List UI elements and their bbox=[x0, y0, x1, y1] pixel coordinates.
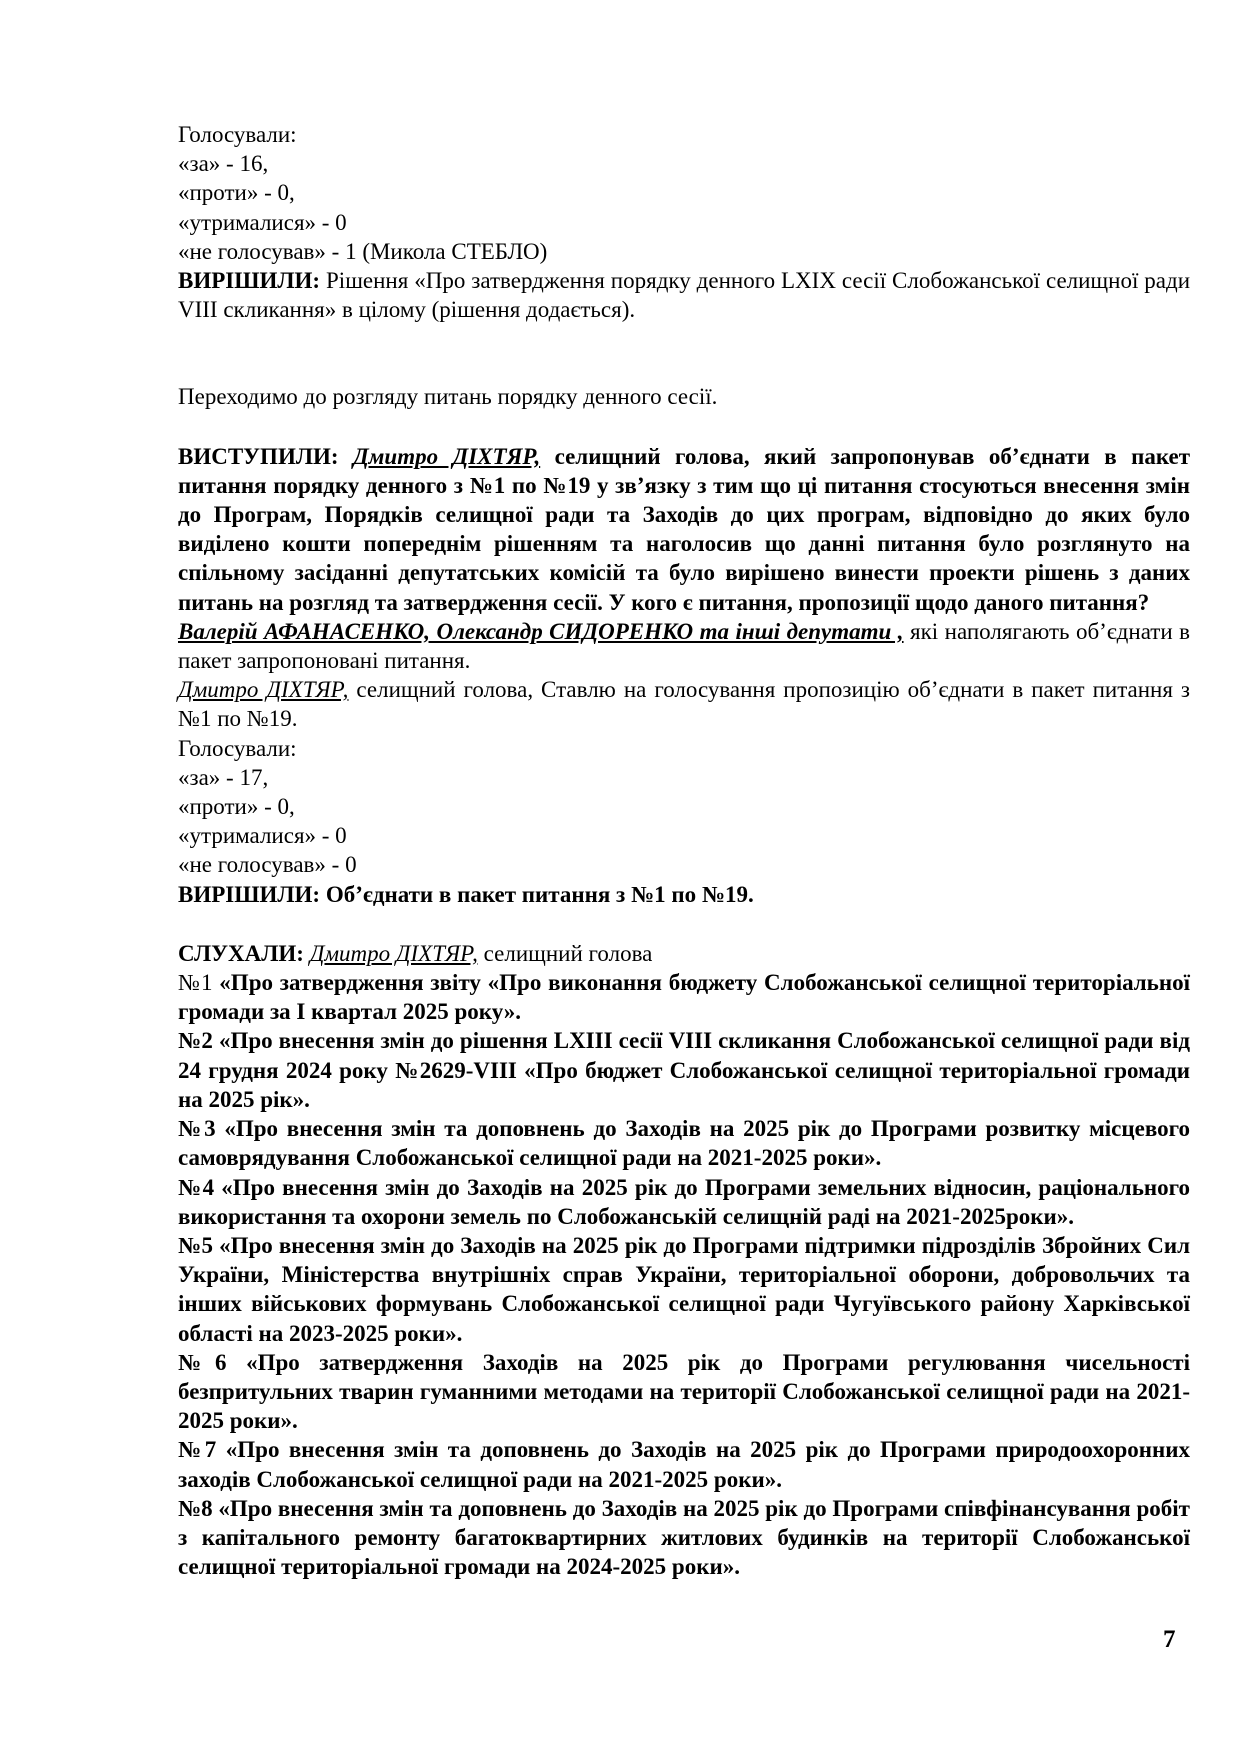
agenda-item-text: «Про внесення змін та доповнень до Заходів на 2025 рік до Програми співфінансування робіт з капітального ремонту багатоквартирних житлових будинків на території Слобожанської селищної територіальної громади на 2024-2025 роки». bbox=[178, 1495, 1190, 1580]
vote2-abstained: «утрималися» - 0 bbox=[178, 823, 347, 849]
speaker2-name: Дмитро ДІХТЯР, bbox=[178, 677, 349, 703]
speech-text: селищний голова, який запропонував об’єднати в пакет питання порядку денного з №1 по №19 у зв’язку з тим що ці питання стосуються внесення змін до Програм, Порядків селищної ради та Заходів до цих програм, відповідно до яких було виділено кошти попереднім рішенням та наголосив що данні питання було розглянуто на спільному засіданні депутатських комісій та було вирішено винести проекти рішень з даних питань на розгляд та затвердження сесії. У кого є питання, пропозиції щодо даного питання? bbox=[178, 443, 1191, 615]
agenda-item-number: №2 bbox=[178, 1028, 213, 1054]
agenda-item-text: «Про внесення змін до рішення LXIII сесії VIII скликання Слобожанської селищної ради від 24 грудня 2024 року №2629-VIII «Про бюджет Слобожанської селищної територіальної громади на 2025 рік». bbox=[178, 1028, 1190, 1112]
transition-text: Переходимо до розгляду питань порядку денного сесії. bbox=[178, 384, 718, 410]
vote2-decided-label: ВИРІШИЛИ: bbox=[178, 881, 321, 907]
agenda-item-text: «Про внесення змін та доповнень до Заходів на 2025 рік до Програми природоохоронних заходів Слобожанської селищної ради на 2021-2025 роки». bbox=[178, 1437, 1190, 1492]
agenda-item-number: №4 bbox=[178, 1174, 215, 1200]
agenda-item-text: «Про затвердження звіту «Про виконання бюджету Слобожанської селищної територіальної громади за I квартал 2025 року». bbox=[178, 970, 1190, 1025]
deputies-names: Валерій АФАНАСЕНКО, Олександр СИДОРЕНКО та інші депутати , bbox=[178, 618, 904, 644]
vote1-decision bbox=[178, 266, 1190, 324]
vote2-for: «за» - 17, bbox=[178, 764, 269, 790]
vote2-heading: Голосували: bbox=[178, 735, 297, 761]
agenda-item-number: №8 bbox=[178, 1495, 213, 1521]
agenda-item-number: №6 bbox=[178, 1349, 227, 1375]
deputies-text: які наполягають об’єднати в пакет запропоновані питання. bbox=[178, 618, 1191, 674]
vote1-against: «проти» - 0, bbox=[178, 180, 295, 206]
speaker2-paragraph bbox=[178, 675, 1190, 733]
agenda-item-number: №5 bbox=[178, 1232, 213, 1258]
heard-label: СЛУХАЛИ: bbox=[178, 940, 304, 966]
vote1-not-voted: «не голосував» - 1 (Микола СТЕБЛО) bbox=[178, 238, 548, 264]
speech-paragraph bbox=[178, 442, 1190, 617]
vote1-decided-label: ВИРІШИЛИ: bbox=[178, 268, 321, 294]
vote1-heading: Голосували: bbox=[178, 122, 297, 147]
vote2-decision bbox=[178, 880, 1190, 909]
agenda-item bbox=[178, 1435, 1190, 1493]
speech-label: ВИСТУПИЛИ: bbox=[178, 443, 339, 469]
vote2-decided-text: Об’єднати в пакет питання з №1 по №19. bbox=[320, 881, 754, 907]
deputies-paragraph bbox=[178, 617, 1190, 675]
agenda-item bbox=[178, 968, 1190, 1026]
agenda-item bbox=[178, 1173, 1190, 1231]
speaker2-text: селищний голова, Ставлю на голосування пропозицію об’єднати в пакет питання з №1 по №19. bbox=[178, 677, 1190, 732]
agenda-item-number: №7 bbox=[178, 1437, 217, 1463]
vote1-abstained: «утрималися» - 0 bbox=[178, 209, 347, 235]
agenda-item bbox=[178, 1114, 1190, 1172]
heard-speaker: Дмитро ДІХТЯР, bbox=[309, 940, 478, 966]
agenda-item-number: №3 bbox=[178, 1116, 216, 1142]
agenda-item bbox=[178, 1348, 1190, 1436]
vote1-decided-text: Рішення «Про затвердження порядку денного LXIX сесії Слобожанської селищної ради VІІІ скликання» в цілому (рішення додається). bbox=[178, 268, 1190, 323]
agenda-item-text: «Про затвердження Заходів на 2025 рік до Програми регулювання чисельності безпритульних тварин гуманними методами на території Слобожанської селищної ради на 2021-2025 роки». bbox=[178, 1349, 1190, 1434]
vote1-for: «за» - 16, bbox=[178, 151, 269, 177]
vote2-against: «проти» - 0, bbox=[178, 794, 295, 820]
agenda-item-text: «Про внесення змін до Заходів на 2025 рік до Програми підтримки підрозділів Збройних Сил України, Міністерства внутрішніх справ України, територіальної оборони, добровольчих та інших військових формувань Слобожанської селищної ради Чугуївського району Харківської області на 2023-2025 роки». bbox=[178, 1232, 1190, 1346]
agenda-item bbox=[178, 1026, 1190, 1114]
page-number: 7 bbox=[1163, 1626, 1176, 1653]
vote2-not-voted: «не голосував» - 0 bbox=[178, 852, 357, 878]
agenda-item bbox=[178, 1494, 1190, 1582]
agenda-item-number: №1 bbox=[178, 970, 213, 996]
agenda-item-text: «Про внесення змін до Заходів на 2025 рік до Програми земельних відносин, раціонального використання та охорони земель по Слобожанській селищній раді на 2021-2025роки». bbox=[178, 1174, 1190, 1229]
heard-paragraph bbox=[178, 939, 1190, 968]
speech-speaker: Дмитро ДІХТЯР, bbox=[352, 443, 541, 469]
agenda-item bbox=[178, 1231, 1190, 1348]
heard-role: селищний голова bbox=[477, 940, 653, 966]
document-page bbox=[178, 120, 1190, 1581]
agenda-item-text: «Про внесення змін та доповнень до Заходів на 2025 рік до Програми розвитку місцевого самоврядування Слобожанської селищної ради на 2021-2025 роки». bbox=[178, 1116, 1190, 1171]
